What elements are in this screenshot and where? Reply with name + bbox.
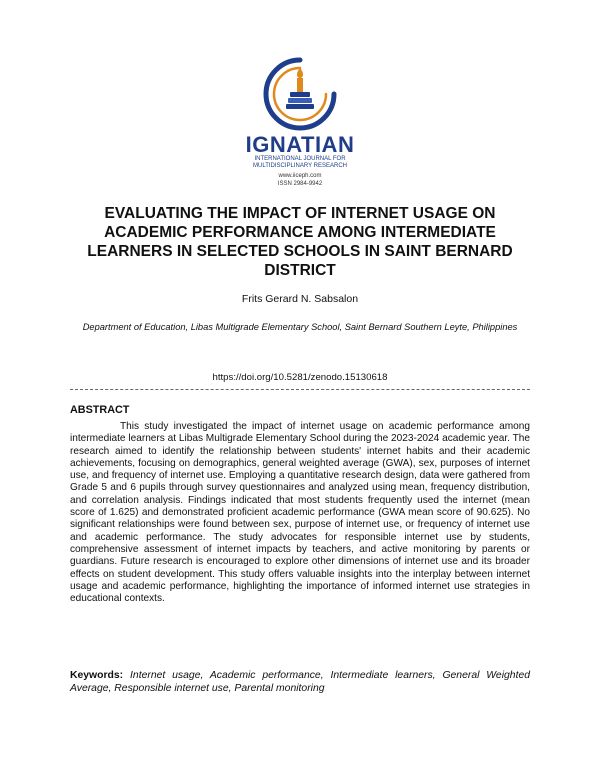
journal-emblem-icon (262, 56, 338, 132)
journal-issn: ISSN 2984-9942 (277, 181, 323, 187)
journal-name: IGNATIAN (245, 132, 355, 157)
abstract-text: This study investigated the impact of internet usage on academic performance among intermediate learners at Libas Multigrade Elementary School during the 2023-2024 academic year. The research aimed to identify the relationship between students' internet habits and their academic achievements, focusing on demographics, general weighted average (GWA), sex, purposes of internet use, and frequency of internet use. Employing a quantitative research design, data were gathered from Grade 5 and 6 pupils through survey questionnaires and analyzed using mean, frequency distribution, and correlation analysis. Findings indicated that most students frequently used the internet (mean score of 1.625) and demonstrated proficient academic performance (GWA mean score of 90.625). No significant relationships were found between sex, purpose of internet use, or frequency of internet use and academic performance. The study advocates for responsible internet use by students, comprehensive assessment of internet impacts by teachers, and active monitoring by parents or guardians. Future research is encouraged to explore other dimensions of internet use and its broader effects on student development. This study offers valuable insights into the interplay between internet usage and academic performance, highlighting the importance of informed internet use strategies in educational contexts. (70, 421, 530, 605)
journal-url[interactable]: www.iiceph.com (278, 173, 322, 179)
journal-logo (240, 56, 360, 196)
paper-affiliation: Department of Education, Libas Multigrade Elementary School, Saint Bernard Southern Leyte, Philippines (82, 322, 518, 332)
keywords-paragraph (70, 669, 530, 695)
keywords-text: Internet usage, Academic performance, Intermediate learners, General Weighted Average, Responsible internet use, Parental monitoring (70, 670, 531, 694)
keywords-label: Keywords: (70, 670, 124, 681)
paper-doi-link[interactable]: https://doi.org/10.5281/zenodo.15130618 (212, 372, 388, 383)
paper-title: EVALUATING THE IMPACT OF INTERNET USAGE ON ACADEMIC PERFORMANCE AMONG INTERMEDIATE LEARNERS IN SELECTED SCHOOLS IN SAINT BERNARD DISTRICT (87, 205, 513, 279)
abstract-heading: ABSTRACT (70, 404, 130, 416)
paper-author: Frits Gerard N. Sabsalon (241, 293, 359, 305)
section-divider (70, 389, 530, 390)
journal-subtitle: INTERNATIONAL JOURNAL FOR MULTIDISCIPLINARY RESEARCH (252, 156, 348, 169)
